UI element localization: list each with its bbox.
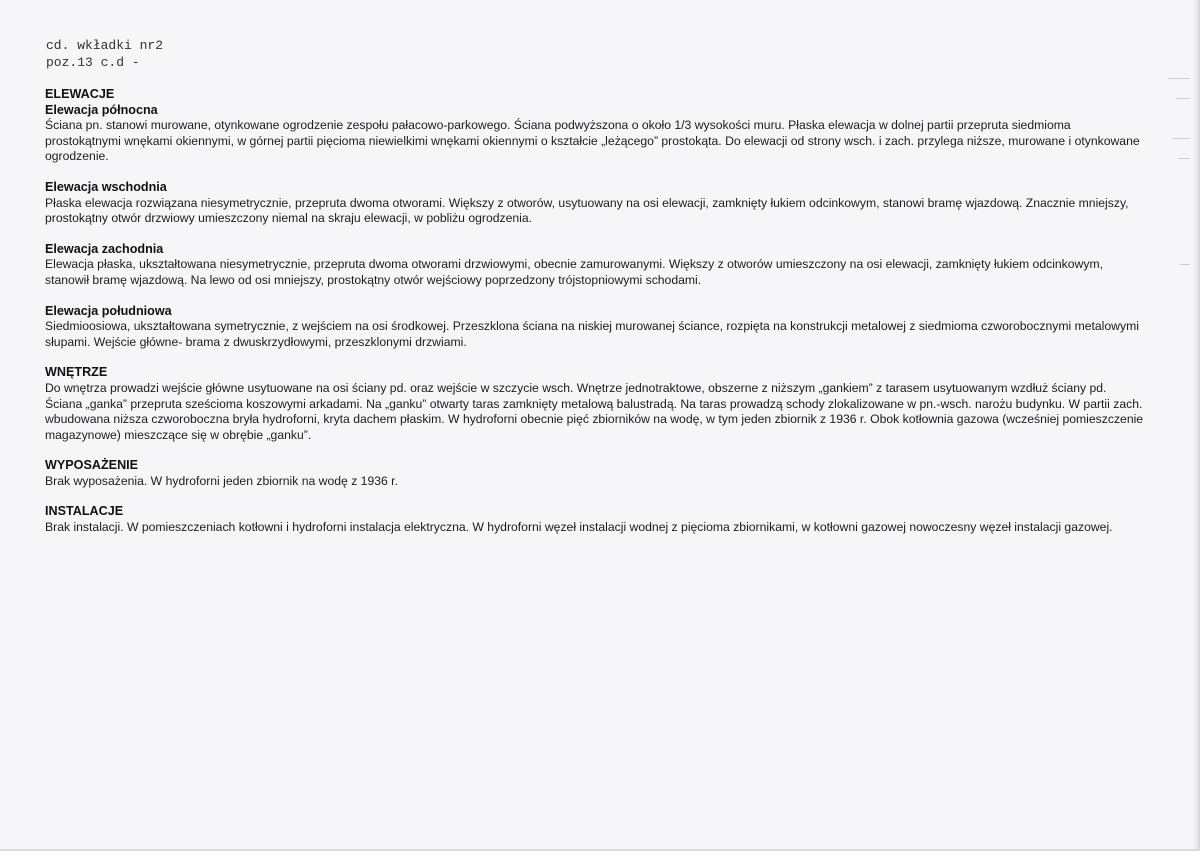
section-elewacja-poludniowa: [45, 304, 1145, 351]
section-elewacja-zachodnia: [45, 242, 1145, 289]
typed-header: [46, 37, 163, 71]
scan-mark: [1180, 264, 1190, 265]
subheading-elewacja-poludniowa: Elewacja południowa: [45, 303, 172, 318]
section-elewacje: [45, 87, 1145, 165]
paragraph-wnetrze: Do wnętrza prowadzi wejście główne usytuowane na osi ściany pd. oraz wejście w szczycie wsch. Wnętrze jednotraktowe, obszerne z niższym „gankiem” z tarasem usytuowanym wzdłuż ściany pd. Ściana „ganka” przepruta sześcioma koszowymi arkadami. Na „ganku” otwarty taras zamknięty metalową balustradą. Na taras prowadzą schody zlokalizowane w pn.-wsch. narożu budynku. W partii zach. wbudowana niższa czworoboczna bryła hydroforni, kryta dachem płaskim. W hydroforni obecnie pięć zbiorników na wodę, w tym jeden zbiornik z 1936 r. Obok kotłownia gazowa (wcześniej pomieszczenie magazynowe) mieszczące się w obrębie „ganku”.: [45, 380, 1144, 442]
section-instalacje: [45, 504, 1145, 535]
section-heading-wyposazenie: WYPOSAŻENIE: [45, 458, 139, 473]
header-line-2: poz.13 c.d -: [46, 55, 140, 70]
subheading-elewacja-polnocna: Elewacja północna: [45, 102, 158, 117]
section-wnetrze: [45, 365, 1145, 443]
section-heading-wnetrze: WNĘTRZE: [45, 365, 108, 380]
paragraph-wyposazenie: Brak wyposażenia. W hydroforni jeden zbiornik na wodę z 1936 r.: [45, 473, 398, 488]
scan-mark: [1172, 138, 1190, 139]
scan-mark: [1168, 78, 1190, 79]
paragraph-elewacja-polnocna: Ściana pn. stanowi murowane, otynkowane ogrodzenie zespołu pałacowo-parkowego. Ściana podwyższona o około 1/3 wysokości muru. Płaska elewacja w dolnej partii przepruta siedmioma prostokątnymi wnękami okiennymi, w górnej partii pięcioma niewielkimi wnękami okiennymi o kształcie „leżącego” prostokąta. Do elewacji od strony wsch. i zach. przylega niższe, murowane i otynkowane ogrodzenie.: [45, 118, 1140, 164]
subheading-elewacja-zachodnia: Elewacja zachodnia: [45, 241, 164, 256]
paragraph-elewacja-wschodnia: Płaska elewacja rozwiązana niesymetrycznie, przepruta dwoma otworami. Większy z otworów, usytuowany na osi elewacji, zamknięty łukiem odcinkowym, stanowi bramę wjazdową. Znacznie mniejszy, prostokątny otwór drzwiowy umieszczony niemal na skraju elewacji, w pobliżu ogrodzenia.: [45, 195, 1129, 226]
section-elewacja-wschodnia: [45, 180, 1145, 227]
paragraph-elewacja-zachodnia: Elewacja płaska, ukształtowana niesymetrycznie, przepruta dwoma otworami drzwiowymi, obecnie zamurowanymi. Większy z otworów umieszczony na osi elewacji, zamknięty łukiem odcinkowym, stanowił bramę wjazdową. Na lewo od osi mniejszy, prostokątny otwór wejściowy poprzedzony trójstopniowymi schodami.: [45, 257, 1103, 287]
document-body: [45, 87, 1145, 551]
section-heading-elewacje: ELEWACJE: [45, 87, 115, 101]
paragraph-elewacja-poludniowa: Siedmioosiowa, ukształtowana symetrycznie, z wejściem na osi środkowej. Przeszklona ściana na niskiej murowanej ściance, rozpięta na konstrukcji metalowej z siedmioma czworobocznymi metalowymi słupami. Wejście główne- brama z dwuskrzydłowymi, przeszklonymi drzwiami.: [45, 319, 1139, 349]
scan-mark: [1176, 98, 1190, 99]
scan-edge-marks: [1158, 0, 1198, 849]
subheading-elewacja-wschodnia: Elewacja wschodnia: [45, 179, 167, 194]
scan-mark: [1178, 158, 1190, 159]
section-heading-instalacje: INSTALACJE: [45, 504, 124, 519]
section-wyposazenie: [45, 458, 1145, 489]
paragraph-instalacje: Brak instalacji. W pomieszczeniach kotłowni i hydroforni instalacja elektryczna. W hydroforni węzeł instalacji wodnej z pięcioma zbiornikami, w kotłowni gazowej nowoczesny węzeł instalacji gazowej.: [45, 520, 1113, 535]
header-line-1: cd. wkładki nr2: [46, 38, 164, 53]
